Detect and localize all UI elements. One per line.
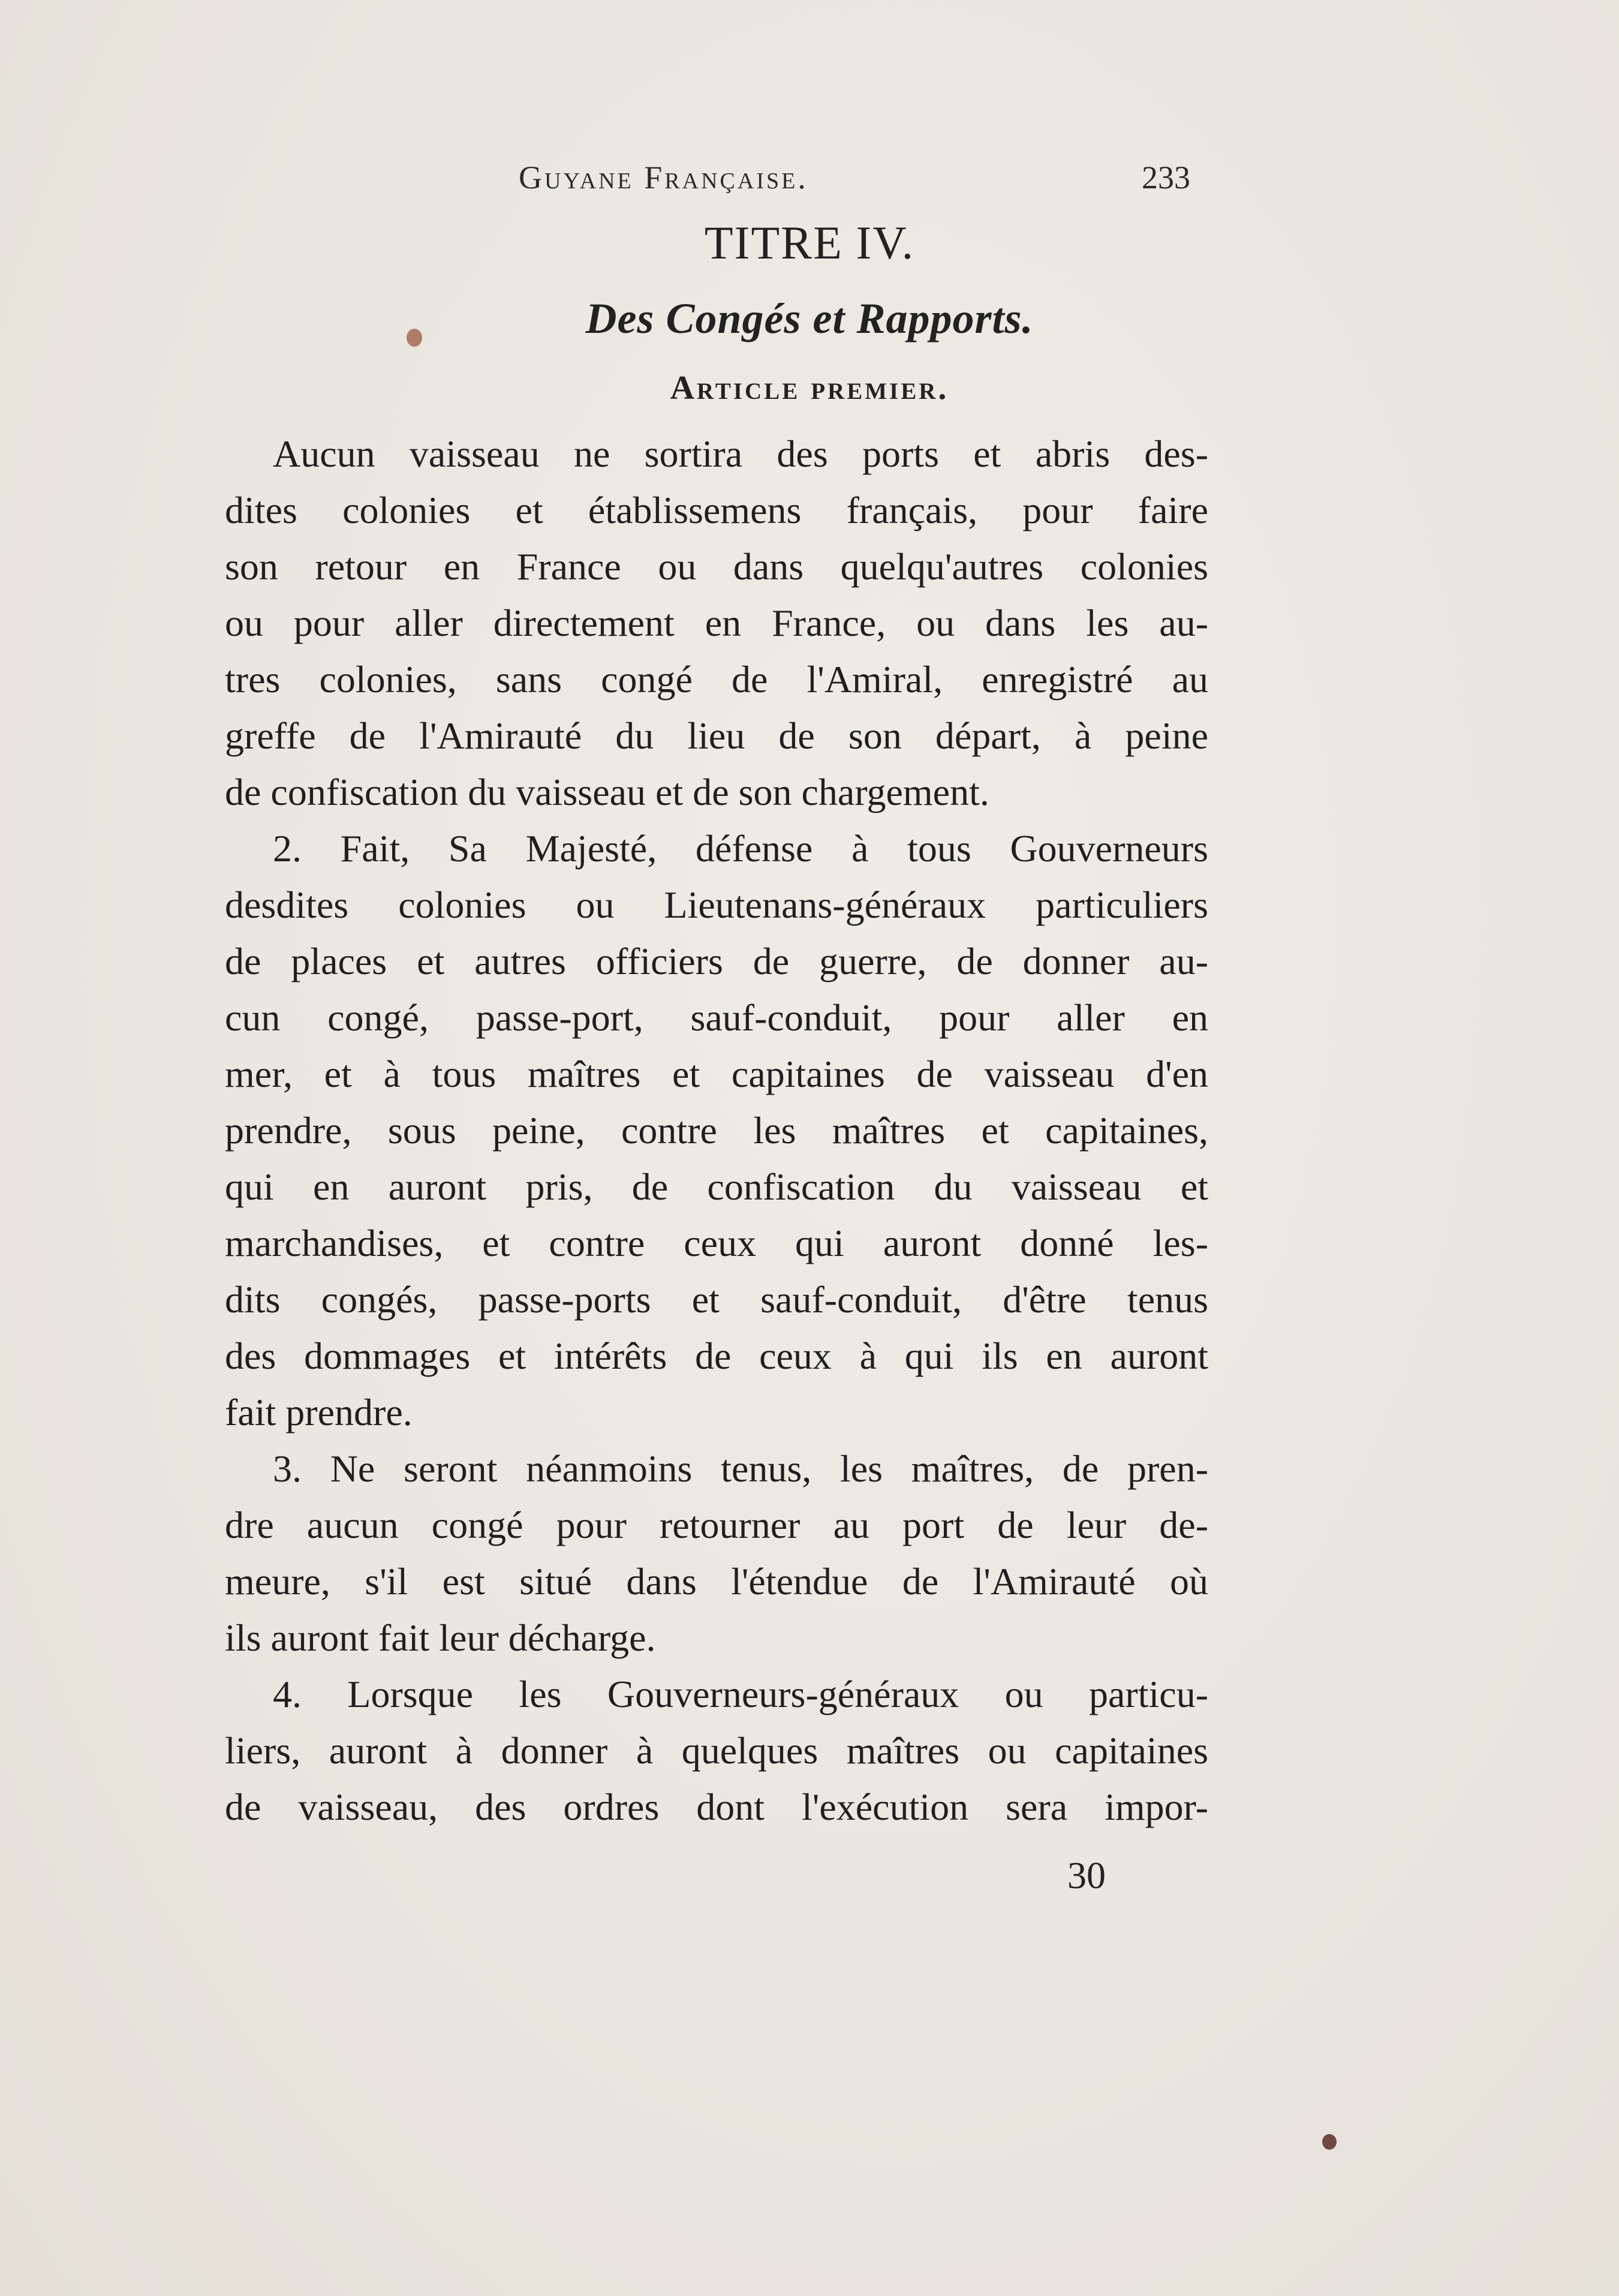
text-line: de confiscation du vaisseau et de son chargement. (225, 771, 989, 813)
text-line: marchandises, et contre ceux qui auront donné les- (225, 1222, 1208, 1264)
running-head-title: Guyane Française. (519, 160, 808, 196)
text-line: 3. Ne seront néanmoins tenus, les maîtres, de pren- (273, 1447, 1208, 1490)
text-line: ils auront fait leur décharge. (225, 1616, 656, 1659)
text-line: son retour en France ou dans quelqu'autres colonies (225, 545, 1208, 588)
section-subtitle: Des Congés et Rapports. (585, 294, 1034, 342)
text-line: mer, et à tous maîtres et capitaines de vaisseau d'en (225, 1053, 1208, 1095)
text-line: de places et autres officiers de guerre, de donner au- (225, 940, 1208, 982)
text-line: greffe de l'Amirauté du lieu de son départ, à peine (225, 714, 1208, 757)
text-line: dits congés, passe-ports et sauf-conduit, d'être tenus (225, 1278, 1208, 1321)
text-line: prendre, sous peine, contre les maîtres et capitaines, (225, 1109, 1208, 1152)
text-line: de vaisseau, des ordres dont l'exécution sera impor- (225, 1786, 1208, 1828)
section-title: TITRE IV. (704, 217, 915, 269)
running-head (231, 159, 1214, 207)
ink-stain (1322, 2134, 1337, 2150)
text-line: tres colonies, sans congé de l'Amiral, enregistré au (225, 658, 1208, 701)
body-text (225, 426, 1208, 1835)
text-line: ou pour aller directement en France, ou dans les au- (225, 602, 1208, 644)
text-line: qui en auront pris, de confiscation du vaisseau et (225, 1165, 1208, 1208)
text-line: des dommages et intérêts de ceux à qui ils en auront (225, 1335, 1208, 1377)
text-line: 4. Lorsque les Gouverneurs-généraux ou particu- (273, 1673, 1208, 1715)
signature-mark: 30 (1067, 1854, 1106, 1897)
article-heading: Article premier. (670, 369, 949, 407)
text-line: 2. Fait, Sa Majesté, défense à tous Gouverneurs (273, 827, 1208, 870)
ink-stain (407, 329, 422, 347)
page-number: 233 (1142, 160, 1190, 196)
text-line: dites colonies et établissemens français, pour faire (225, 489, 1208, 531)
text-line: liers, auront à donner à quelques maîtres ou capitaines (225, 1729, 1208, 1772)
text-line: meure, s'il est situé dans l'étendue de l'Amirauté où (225, 1560, 1208, 1603)
text-line: dre aucun congé pour retourner au port de leur de- (225, 1504, 1208, 1546)
text-line: cun congé, passe-port, sauf-conduit, pour aller en (225, 996, 1208, 1039)
text-line: fait prendre. (225, 1391, 413, 1434)
text-line: Aucun vaisseau ne sortira des ports et abris des- (273, 432, 1208, 475)
text-line: desdites colonies ou Lieutenans-généraux particuliers (225, 883, 1208, 926)
